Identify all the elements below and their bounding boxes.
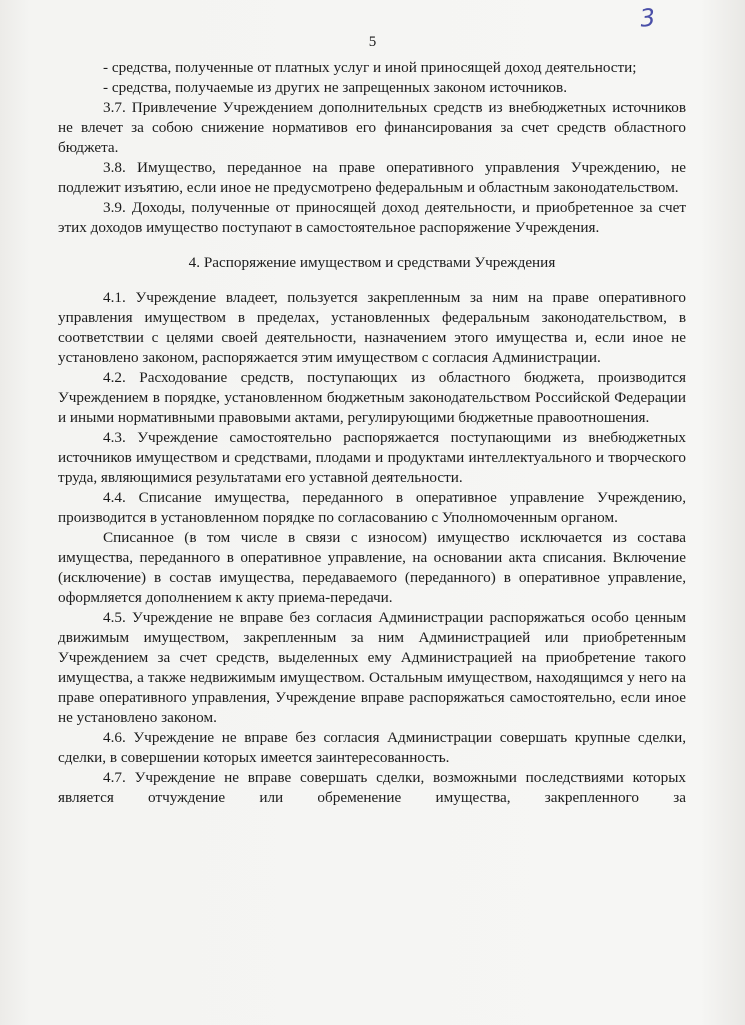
handwritten-page-mark: 3	[638, 3, 657, 33]
paragraph-write-off: Списанное (в том числе в связи с износом) имущество исключается из состава имущества, переданного в оперативное управление, на основании акта списания. Включение (исключение) в состав имущества, передаваемого (переданного) в оперативное управление, оформляется дополнением к акту приема-передачи.	[58, 529, 686, 606]
paragraph-3-8: 3.8. Имущество, переданное на праве оперативного управления Учреждению, не подлежит изъятию, если иное не предусмотрено федеральным и областным законодательством.	[58, 159, 686, 196]
paragraph-4-1: 4.1. Учреждение владеет, пользуется закрепленным за ним на праве оперативного управления имуществом в пределах, установленных федеральным законодательством, в соответствии с целями своей деятельности, назначением этого имущества и, если иное не установлено законом, распоряжается этим имуществом с согласия Администрации.	[58, 289, 686, 366]
paragraph-income-paid-services: - средства, полученные от платных услуг и иной приносящей доход деятельности;	[103, 59, 637, 76]
paragraph-income-other-sources: - средства, получаемые из других не запрещенных законом источников.	[103, 79, 567, 96]
paragraph-4-2: 4.2. Расходование средств, поступающих из областного бюджета, производится Учреждением в порядке, установленном бюджетным законодательством Российской Федерации и иными нормативными правовыми актами, регулирующими бюджетные правоотношения.	[58, 369, 686, 426]
paragraph-4-4: 4.4. Списание имущества, переданного в оперативное управление Учреждению, производится в установленном порядке по согласованию с Уполномоченным органом.	[58, 489, 686, 526]
section-heading: 4. Распоряжение имуществом и средствами Учреждения	[188, 254, 556, 271]
page-number: 5	[368, 34, 377, 50]
paragraph-3-7: 3.7. Привлечение Учреждением дополнительных средств из внебюджетных источников не влечет за собою снижение нормативов его финансирования за счет средств областного бюджета.	[58, 99, 686, 156]
paragraph-4-5: 4.5. Учреждение не вправе без согласия Администрации распоряжаться особо ценным движимым имуществом, закрепленным за ним Администрацией или приобретенным Учреждением за счет средств, выделенных ему Администрацией на приобретение такого имущества, а также недвижимым имуществом. Остальным имуществом, находящимся у него на праве оперативного управления, Учреждение вправе распоряжаться самостоятельно, если иное не установлено законом.	[58, 609, 686, 726]
document-body	[58, 58, 686, 808]
paragraph-3-9: 3.9. Доходы, полученные от приносящей доход деятельности, и приобретенное за счет этих доходов имущество поступают в самостоятельное распоряжение Учреждения.	[58, 199, 686, 236]
paragraph-4-3: 4.3. Учреждение самостоятельно распоряжается поступающими из внебюджетных источников имуществом и средствами, плодами и продуктами интеллектуального и творческого труда, являющимися результатами его уставной деятельности.	[58, 429, 686, 486]
paragraph-4-6: 4.6. Учреждение не вправе без согласия Администрации совершать крупные сделки, сделки, в совершении которых имеется заинтересованность.	[58, 729, 686, 766]
paragraph-4-7: 4.7. Учреждение не вправе совершать сделки, возможными последствиями которых является отчуждение или обременение имущества, закрепленного за	[58, 769, 686, 806]
